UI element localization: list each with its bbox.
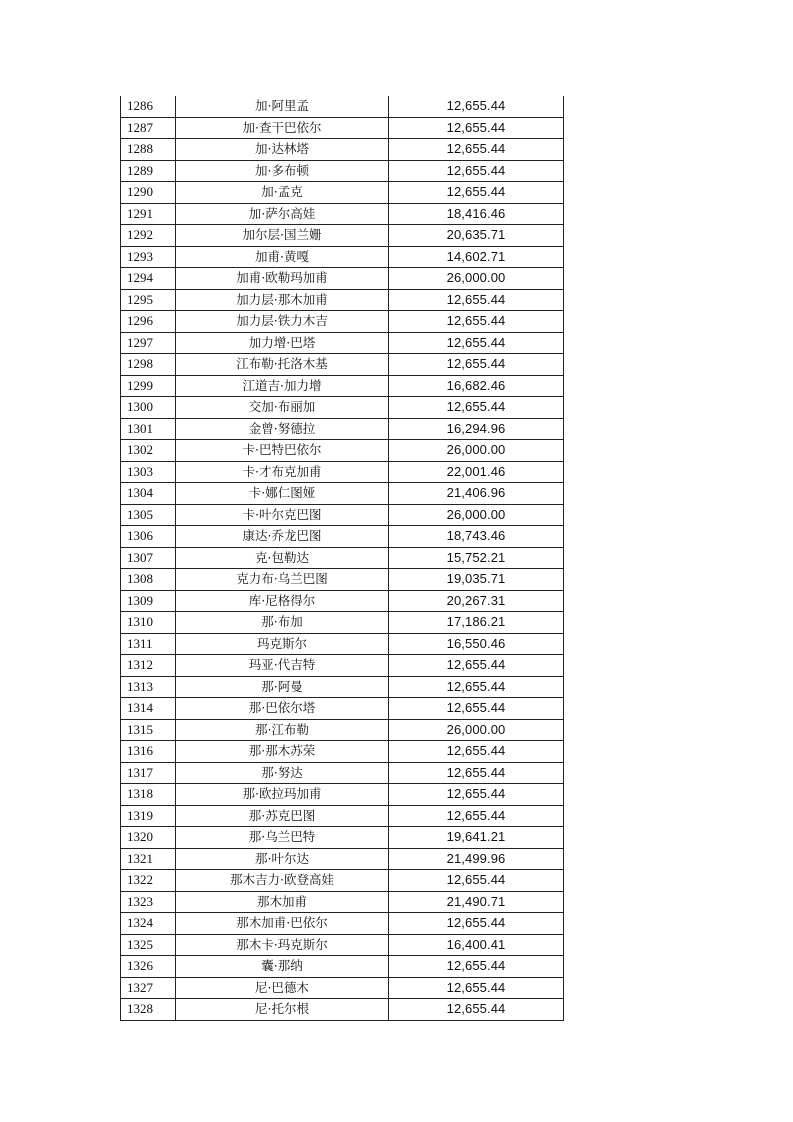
row-index-cell: 1311 (121, 633, 176, 655)
row-amount-cell: 12,655.44 (389, 977, 564, 999)
row-name-cell: 那木加甫 (176, 891, 389, 913)
row-name-cell: 加·达林塔 (176, 139, 389, 161)
table-row (121, 182, 564, 204)
row-name-cell: 那·苏克巴图 (176, 805, 389, 827)
row-index-cell: 1298 (121, 354, 176, 376)
table-row (121, 268, 564, 290)
row-amount-cell: 12,655.44 (389, 762, 564, 784)
row-name-cell: 加力层·那木加甫 (176, 289, 389, 311)
row-name-cell: 玛克斯尔 (176, 633, 389, 655)
table-row (121, 96, 564, 117)
row-name-cell: 加甫·欧勒玛加甫 (176, 268, 389, 290)
row-index-cell: 1305 (121, 504, 176, 526)
table-row (121, 956, 564, 978)
table-row (121, 375, 564, 397)
row-index-cell: 1321 (121, 848, 176, 870)
row-index-cell: 1289 (121, 160, 176, 182)
row-amount-cell: 20,267.31 (389, 590, 564, 612)
row-index-cell: 1296 (121, 311, 176, 333)
row-name-cell: 克力布·乌兰巴图 (176, 569, 389, 591)
row-name-cell: 加甫·黄嘎 (176, 246, 389, 268)
table-row (121, 504, 564, 526)
row-index-cell: 1302 (121, 440, 176, 462)
table-row (121, 612, 564, 634)
row-name-cell: 克·包勒达 (176, 547, 389, 569)
row-amount-cell: 12,655.44 (389, 332, 564, 354)
row-amount-cell: 12,655.44 (389, 289, 564, 311)
row-amount-cell: 18,416.46 (389, 203, 564, 225)
row-amount-cell: 12,655.44 (389, 354, 564, 376)
row-index-cell: 1306 (121, 526, 176, 548)
table-row (121, 590, 564, 612)
table-row (121, 354, 564, 376)
table-row (121, 332, 564, 354)
table-row (121, 139, 564, 161)
row-name-cell: 那·巴依尔塔 (176, 698, 389, 720)
row-index-cell: 1316 (121, 741, 176, 763)
row-name-cell: 那·叶尔达 (176, 848, 389, 870)
table-row (121, 160, 564, 182)
row-amount-cell: 12,655.44 (389, 117, 564, 139)
row-name-cell: 康达·乔龙巴图 (176, 526, 389, 548)
row-amount-cell: 21,406.96 (389, 483, 564, 505)
table-row (121, 117, 564, 139)
row-index-cell: 1303 (121, 461, 176, 483)
row-name-cell: 加尔层·国兰姗 (176, 225, 389, 247)
row-amount-cell: 12,655.44 (389, 870, 564, 892)
row-amount-cell: 15,752.21 (389, 547, 564, 569)
row-amount-cell: 21,490.71 (389, 891, 564, 913)
row-name-cell: 那·乌兰巴特 (176, 827, 389, 849)
row-index-cell: 1291 (121, 203, 176, 225)
row-name-cell: 那木加甫·巴依尔 (176, 913, 389, 935)
table-row (121, 461, 564, 483)
row-amount-cell: 12,655.44 (389, 397, 564, 419)
table-row (121, 719, 564, 741)
row-name-cell: 加·查干巴依尔 (176, 117, 389, 139)
row-index-cell: 1325 (121, 934, 176, 956)
row-amount-cell: 16,682.46 (389, 375, 564, 397)
row-name-cell: 那·布加 (176, 612, 389, 634)
row-name-cell: 加·多布顿 (176, 160, 389, 182)
row-amount-cell: 26,000.00 (389, 268, 564, 290)
row-name-cell: 库·尼格得尔 (176, 590, 389, 612)
row-index-cell: 1310 (121, 612, 176, 634)
table-row (121, 526, 564, 548)
row-index-cell: 1293 (121, 246, 176, 268)
row-index-cell: 1319 (121, 805, 176, 827)
row-amount-cell: 14,602.71 (389, 246, 564, 268)
row-name-cell: 那·阿曼 (176, 676, 389, 698)
table-row (121, 698, 564, 720)
row-amount-cell: 22,001.46 (389, 461, 564, 483)
row-index-cell: 1317 (121, 762, 176, 784)
row-index-cell: 1314 (121, 698, 176, 720)
row-amount-cell: 12,655.44 (389, 182, 564, 204)
row-index-cell: 1324 (121, 913, 176, 935)
row-index-cell: 1286 (121, 96, 176, 117)
row-index-cell: 1304 (121, 483, 176, 505)
table-row (121, 870, 564, 892)
row-amount-cell: 26,000.00 (389, 440, 564, 462)
row-amount-cell: 18,743.46 (389, 526, 564, 548)
row-name-cell: 尼·巴德木 (176, 977, 389, 999)
table-row (121, 934, 564, 956)
row-index-cell: 1313 (121, 676, 176, 698)
row-index-cell: 1287 (121, 117, 176, 139)
row-name-cell: 卡·叶尔克巴图 (176, 504, 389, 526)
row-index-cell: 1320 (121, 827, 176, 849)
row-amount-cell: 20,635.71 (389, 225, 564, 247)
row-index-cell: 1318 (121, 784, 176, 806)
row-name-cell: 加力层·铁力木吉 (176, 311, 389, 333)
row-name-cell: 加力增·巴塔 (176, 332, 389, 354)
row-amount-cell: 19,641.21 (389, 827, 564, 849)
table-row (121, 762, 564, 784)
table-row (121, 913, 564, 935)
row-amount-cell: 12,655.44 (389, 311, 564, 333)
row-index-cell: 1295 (121, 289, 176, 311)
row-amount-cell: 16,294.96 (389, 418, 564, 440)
table-row (121, 999, 564, 1021)
row-name-cell: 加·阿里孟 (176, 96, 389, 117)
row-index-cell: 1299 (121, 375, 176, 397)
row-amount-cell: 12,655.44 (389, 160, 564, 182)
row-name-cell: 加·孟克 (176, 182, 389, 204)
table-row (121, 676, 564, 698)
row-index-cell: 1328 (121, 999, 176, 1021)
row-name-cell: 江布勒·托洛木基 (176, 354, 389, 376)
row-index-cell: 1300 (121, 397, 176, 419)
table-row (121, 311, 564, 333)
row-name-cell: 尼·托尔根 (176, 999, 389, 1021)
row-index-cell: 1315 (121, 719, 176, 741)
table-row (121, 483, 564, 505)
row-name-cell: 加·萨尔高娃 (176, 203, 389, 225)
row-amount-cell: 21,499.96 (389, 848, 564, 870)
row-name-cell: 囊·那纳 (176, 956, 389, 978)
table-row (121, 805, 564, 827)
row-amount-cell: 12,655.44 (389, 784, 564, 806)
row-name-cell: 卡·娜仁图娅 (176, 483, 389, 505)
row-index-cell: 1292 (121, 225, 176, 247)
row-name-cell: 那木卡·玛克斯尔 (176, 934, 389, 956)
row-index-cell: 1312 (121, 655, 176, 677)
row-amount-cell: 17,186.21 (389, 612, 564, 634)
row-index-cell: 1326 (121, 956, 176, 978)
row-amount-cell: 12,655.44 (389, 913, 564, 935)
row-name-cell: 那·那木苏荣 (176, 741, 389, 763)
row-amount-cell: 12,655.44 (389, 698, 564, 720)
row-name-cell: 那·努达 (176, 762, 389, 784)
row-amount-cell: 16,400.41 (389, 934, 564, 956)
table-row (121, 397, 564, 419)
row-amount-cell: 12,655.44 (389, 676, 564, 698)
table-row (121, 418, 564, 440)
row-index-cell: 1294 (121, 268, 176, 290)
row-amount-cell: 12,655.44 (389, 139, 564, 161)
row-index-cell: 1290 (121, 182, 176, 204)
row-amount-cell: 26,000.00 (389, 504, 564, 526)
row-name-cell: 金曾·努德拉 (176, 418, 389, 440)
row-name-cell: 那木吉力·欧登高娃 (176, 870, 389, 892)
table-row (121, 225, 564, 247)
table-row (121, 440, 564, 462)
table-row (121, 891, 564, 913)
row-amount-cell: 16,550.46 (389, 633, 564, 655)
table-row (121, 569, 564, 591)
table-row (121, 784, 564, 806)
table-row (121, 289, 564, 311)
row-amount-cell: 19,035.71 (389, 569, 564, 591)
row-amount-cell: 12,655.44 (389, 805, 564, 827)
row-index-cell: 1307 (121, 547, 176, 569)
row-name-cell: 卡·巴特巴依尔 (176, 440, 389, 462)
row-index-cell: 1327 (121, 977, 176, 999)
row-amount-cell: 12,655.44 (389, 96, 564, 117)
row-index-cell: 1308 (121, 569, 176, 591)
table-row (121, 827, 564, 849)
table-row (121, 655, 564, 677)
row-amount-cell: 12,655.44 (389, 999, 564, 1021)
table-row (121, 633, 564, 655)
row-index-cell: 1301 (121, 418, 176, 440)
row-amount-cell: 26,000.00 (389, 719, 564, 741)
row-index-cell: 1322 (121, 870, 176, 892)
row-index-cell: 1309 (121, 590, 176, 612)
row-index-cell: 1297 (121, 332, 176, 354)
row-name-cell: 玛亚·代吉特 (176, 655, 389, 677)
row-amount-cell: 12,655.44 (389, 956, 564, 978)
row-amount-cell: 12,655.44 (389, 741, 564, 763)
row-name-cell: 江道吉·加力增 (176, 375, 389, 397)
table-row (121, 741, 564, 763)
row-name-cell: 那·江布勒 (176, 719, 389, 741)
table-row (121, 977, 564, 999)
row-index-cell: 1323 (121, 891, 176, 913)
payment-table-body (121, 96, 564, 1020)
row-name-cell: 那·欧拉玛加甫 (176, 784, 389, 806)
table-row (121, 848, 564, 870)
table-row (121, 246, 564, 268)
row-index-cell: 1288 (121, 139, 176, 161)
row-name-cell: 卡·才布克加甫 (176, 461, 389, 483)
row-name-cell: 交加·布丽加 (176, 397, 389, 419)
table-row (121, 203, 564, 225)
table-row (121, 547, 564, 569)
row-amount-cell: 12,655.44 (389, 655, 564, 677)
payment-table (120, 96, 564, 1021)
